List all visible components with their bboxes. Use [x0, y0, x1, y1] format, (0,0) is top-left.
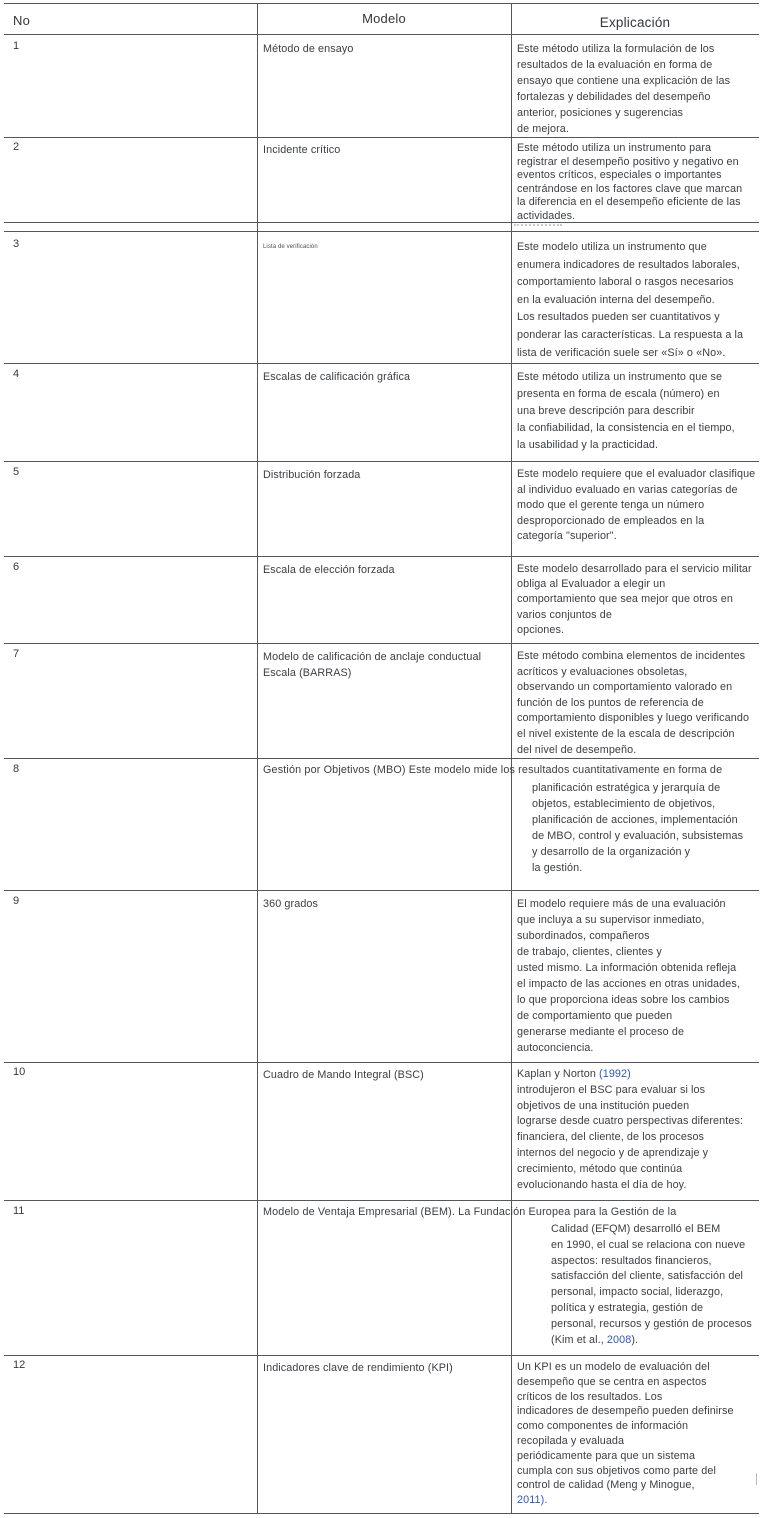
modelo-line: 360 grados — [263, 898, 319, 910]
header-underline — [4, 34, 759, 35]
row-number: 8 — [13, 763, 20, 775]
row-separator-line — [4, 363, 759, 364]
modelo-line: Incidente crítico — [263, 144, 341, 156]
row-number: 12 — [13, 1359, 26, 1371]
modelo-cell — [263, 1067, 509, 1083]
explicacion-line: varios conjuntos de — [517, 608, 612, 621]
row-separator-line — [4, 1200, 759, 1201]
row-number: 6 — [13, 561, 20, 573]
explicacion-line: Calidad (EFQM) desarrolló el BEM — [551, 1223, 721, 1235]
explicacion-line: autoconciencia. — [517, 1042, 594, 1054]
explicacion-line: política y estrategia, gestión de — [551, 1301, 704, 1314]
explicacion-line: acríticos y evaluaciones obsoletas, — [517, 665, 688, 678]
explicacion-line: personal, recursos y gestión de procesos — [551, 1317, 752, 1330]
explicacion-cell — [517, 369, 763, 454]
explicacion-line: función de los puntos de referencia de — [517, 696, 704, 709]
explicacion-cell — [517, 239, 763, 362]
row-separator-line — [4, 890, 759, 891]
explicacion-line: comportamiento laboral o rasgos necesarios — [517, 276, 734, 289]
row-separator-line — [4, 1513, 759, 1514]
explicacion-line: evolucionando hasta el día de hoy. — [517, 1178, 687, 1191]
modelo-cell — [263, 649, 509, 681]
explicacion-line: eventos críticos, especiales o importantes — [517, 169, 722, 181]
modelo-line: Lista de verificación — [263, 244, 318, 250]
modelo-line: Indicadores clave de rendimiento (KPI) — [263, 1362, 453, 1374]
modelo-spanning-text: Modelo de Ventaja Empresarial (BEM). La Fundación Europea para la Gestión de la — [263, 1206, 677, 1218]
modelo-line: Cuadro de Mando Integral (BSC) — [263, 1069, 424, 1081]
explicacion-line: Este método combina elementos de incidentes — [517, 650, 746, 662]
row-number: 4 — [13, 368, 20, 380]
modelo-line: Distribución forzada — [263, 469, 361, 481]
column-header-explicacion: Explicación — [599, 15, 671, 30]
modelo-cell — [263, 41, 509, 57]
row-number: 1 — [13, 40, 20, 52]
modelo-line: Modelo de calificación de anclaje conductual — [263, 651, 482, 663]
explicacion-line: objetivos de una institución pueden — [517, 1099, 690, 1112]
modelo-cell — [263, 896, 509, 912]
explicacion-line: satisfacción del cliente, satisfacción del — [551, 1270, 744, 1283]
explicacion-line: el nivel existente de la escala de descripción — [517, 727, 735, 740]
explicacion-line: lograrse desde cuatro perspectivas diferentes: — [517, 1115, 744, 1128]
explicacion-line: al individuo evaluado en varias categorías de — [517, 483, 738, 496]
explicacion-line: ponderar las características. La respuesta a la — [517, 328, 744, 341]
explicacion-line: Este método utiliza un instrumento que se — [517, 371, 723, 383]
explicacion-line — [517, 1493, 763, 1508]
column-header-no: No — [13, 13, 31, 28]
explicacion-line — [517, 1067, 763, 1083]
row-separator-line — [4, 1355, 759, 1356]
explicacion-line: Este método utiliza la formulación de los — [517, 43, 715, 55]
modelo-cell — [263, 1360, 509, 1376]
row-number: 3 — [13, 238, 20, 250]
explicacion-line: lo que proporciona ideas sobre los cambios — [517, 994, 730, 1006]
explicacion-line: crecimiento, método que continúa — [517, 1162, 683, 1175]
row-number: 9 — [13, 895, 20, 907]
explicacion-cell — [532, 780, 763, 876]
table-top-border — [4, 3, 759, 4]
modelo-spanning-text: Gestión por Objetivos (MBO) Este modelo mide los resultados cuantitativamente en forma de — [263, 764, 723, 776]
explicacion-line: de mejora. — [517, 123, 570, 135]
explicacion-cell — [517, 142, 763, 223]
explicacion-cell — [517, 896, 763, 1056]
explicacion-line: planificación estratégica y jerarquía de — [532, 782, 721, 794]
modelo-cell — [263, 369, 509, 385]
explicacion-line: resultados de la evaluación en forma de — [517, 59, 713, 71]
explicacion-line: una breve descripción para describir — [517, 405, 695, 417]
row-separator-line — [4, 1062, 759, 1063]
modelo-line: Método de ensayo — [263, 43, 354, 55]
modelo-cell — [263, 142, 509, 158]
citation-link[interactable]: 2011). — [517, 1494, 548, 1507]
explicacion-line: desproporcionado de empleados en la — [517, 514, 705, 527]
modelo-line: Escalas de calificación gráfica — [263, 371, 411, 383]
explicacion-line: subordinados, compañeros — [517, 930, 650, 942]
row-separator-line — [4, 231, 759, 232]
explicacion-line: la diferencia en el desempeño eficiente de las — [517, 196, 741, 208]
explicacion-line: cumpla con sus objetivos como parte del — [517, 1464, 716, 1477]
explicacion-cell — [517, 649, 763, 758]
explicacion-line: desempeño que se centra en aspectos — [517, 1375, 707, 1388]
explicacion-line: la usabilidad y la practicidad. — [517, 439, 659, 451]
explicacion-line: opciones. — [517, 623, 565, 636]
explicacion-line: indicadores de desempeño pueden definirse — [517, 1405, 734, 1418]
explicacion-line: ensayo que contiene una explicación de las — [517, 75, 731, 87]
row-separator-line — [4, 461, 759, 462]
explicacion-line: como componentes de información — [517, 1420, 689, 1433]
explicacion-line: fortalezas y debilidades del desempeño — [517, 91, 711, 103]
explicacion-line: centrándose en los factores clave que marcan — [517, 182, 743, 195]
explicacion-line: Este modelo desarrollado para el servicio militar — [517, 563, 752, 575]
row-number: 7 — [13, 648, 20, 660]
modelo-cell — [263, 467, 509, 483]
explicacion-line: categoría "superior". — [517, 530, 617, 542]
explicacion-line: recopilada y evaluada — [517, 1434, 625, 1447]
explicacion-line: de comportamiento que pueden — [517, 1010, 673, 1022]
explicacion-line: de MBO, control y evaluación, subsistemas — [532, 830, 744, 842]
explicacion-line: de trabajo, clientes, clientes y — [517, 946, 662, 958]
explicacion-line: planificación de acciones, implementación — [532, 814, 738, 826]
explicacion-line: Los resultados pueden ser cuantitativos y — [517, 311, 720, 324]
explicacion-line: anterior, posiciones y sugerencias — [517, 107, 684, 119]
explicacion-line: Un KPI es un modelo de evaluación del — [517, 1361, 710, 1373]
explicacion-line: en 1990, el cual se relaciona con nueve — [551, 1238, 746, 1251]
explicacion-cell — [551, 1222, 763, 1348]
explicacion-cell — [517, 1067, 763, 1193]
row-number: 5 — [13, 466, 20, 478]
explicacion-line: presenta en forma de escala (número) en — [517, 388, 720, 400]
explicacion-line: en la evaluación interna del desempeño. — [517, 293, 715, 306]
citation-link[interactable]: 2008 — [606, 1333, 632, 1346]
explicacion-line: aspectos: resultados financieros, — [551, 1254, 712, 1267]
explicacion-line: introdujeron el BSC para evaluar si los — [517, 1083, 706, 1096]
row-number: 11 — [13, 1205, 25, 1217]
explicacion-line — [551, 1333, 763, 1349]
explicacion-text: (Kim et al., — [551, 1333, 607, 1346]
explicacion-line: comportamiento que sea mejor que otros en — [517, 593, 733, 606]
explicacion-line: críticos de los resultados. Los — [517, 1390, 663, 1403]
citation-link[interactable]: (1992) — [599, 1068, 631, 1080]
explicacion-line: financiera, del cliente, de los procesos — [517, 1131, 705, 1144]
explicacion-line: personal, impacto social, liderazgo, — [551, 1286, 724, 1299]
row-number: 10 — [13, 1066, 26, 1078]
explicacion-line: actividades. — [517, 209, 576, 222]
faint-dashes-artifact — [514, 224, 562, 226]
explicacion-cell — [517, 562, 763, 638]
row-separator-line — [4, 137, 759, 138]
explicacion-line: modo que el gerente tenga un número — [517, 499, 705, 511]
explicacion-line: Este modelo utiliza un instrumento que — [517, 241, 707, 253]
explicacion-text: ). — [631, 1333, 639, 1346]
row-separator-line — [4, 643, 759, 644]
modelo-line: Escala (BARRAS) — [263, 667, 352, 679]
column-header-modelo: Modelo — [362, 11, 406, 26]
explicacion-line: lista de verificación suele ser «Sí» o «No». — [517, 346, 726, 359]
modelo-cell — [263, 243, 509, 251]
explicacion-line: el impacto de las acciones en otras unidades, — [517, 978, 740, 990]
explicacion-cell — [517, 467, 763, 545]
explicacion-line: obliga al Evaluador a elegir un — [517, 578, 666, 591]
explicacion-line: observando un comportamiento valorado en — [517, 681, 733, 694]
explicacion-line: y desarrollo de la organización y — [532, 846, 691, 858]
explicacion-line: registrar el desempeño positivo y negativo en — [517, 155, 739, 168]
modelo-cell — [263, 562, 509, 578]
explicacion-line: que incluya a su supervisor inmediato, — [517, 914, 705, 926]
explicacion-line: comportamiento disponibles y luego verificando — [517, 712, 750, 725]
explicacion-line: la confiabilidad, la consistencia en el tiempo, — [517, 422, 735, 434]
explicacion-line: usted mismo. La información obtenida refleja — [517, 962, 737, 974]
explicacion-line: internos del negocio y de aprendizaje y — [517, 1146, 709, 1159]
explicacion-line: enumera indicadores de resultados laborales, — [517, 258, 740, 271]
explicacion-line: periódicamente para que un sistema — [517, 1449, 696, 1462]
explicacion-line: generarse mediante el proceso de — [517, 1026, 685, 1038]
explicacion-line: Este modelo requiere que el evaluador clasifique — [517, 468, 756, 480]
explicacion-line: El modelo requiere más de una evaluación — [517, 898, 726, 910]
explicacion-line: control de calidad (Meng y Minogue, — [517, 1479, 695, 1492]
explicacion-cell — [517, 41, 763, 137]
explicacion-cell — [517, 1360, 763, 1508]
explicacion-line: Este método utiliza un instrumento para — [517, 142, 712, 154]
row-number: 2 — [13, 141, 20, 153]
explicacion-line: la gestión. — [532, 862, 583, 874]
row-separator-line — [4, 556, 759, 557]
modelo-line: Escala de elección forzada — [263, 564, 395, 576]
explicacion-line: objetos, establecimiento de objetivos, — [532, 798, 716, 810]
explicacion-line: del nivel de desempeño. — [517, 743, 637, 756]
explicacion-text: Kaplan y Norton — [517, 1068, 600, 1080]
